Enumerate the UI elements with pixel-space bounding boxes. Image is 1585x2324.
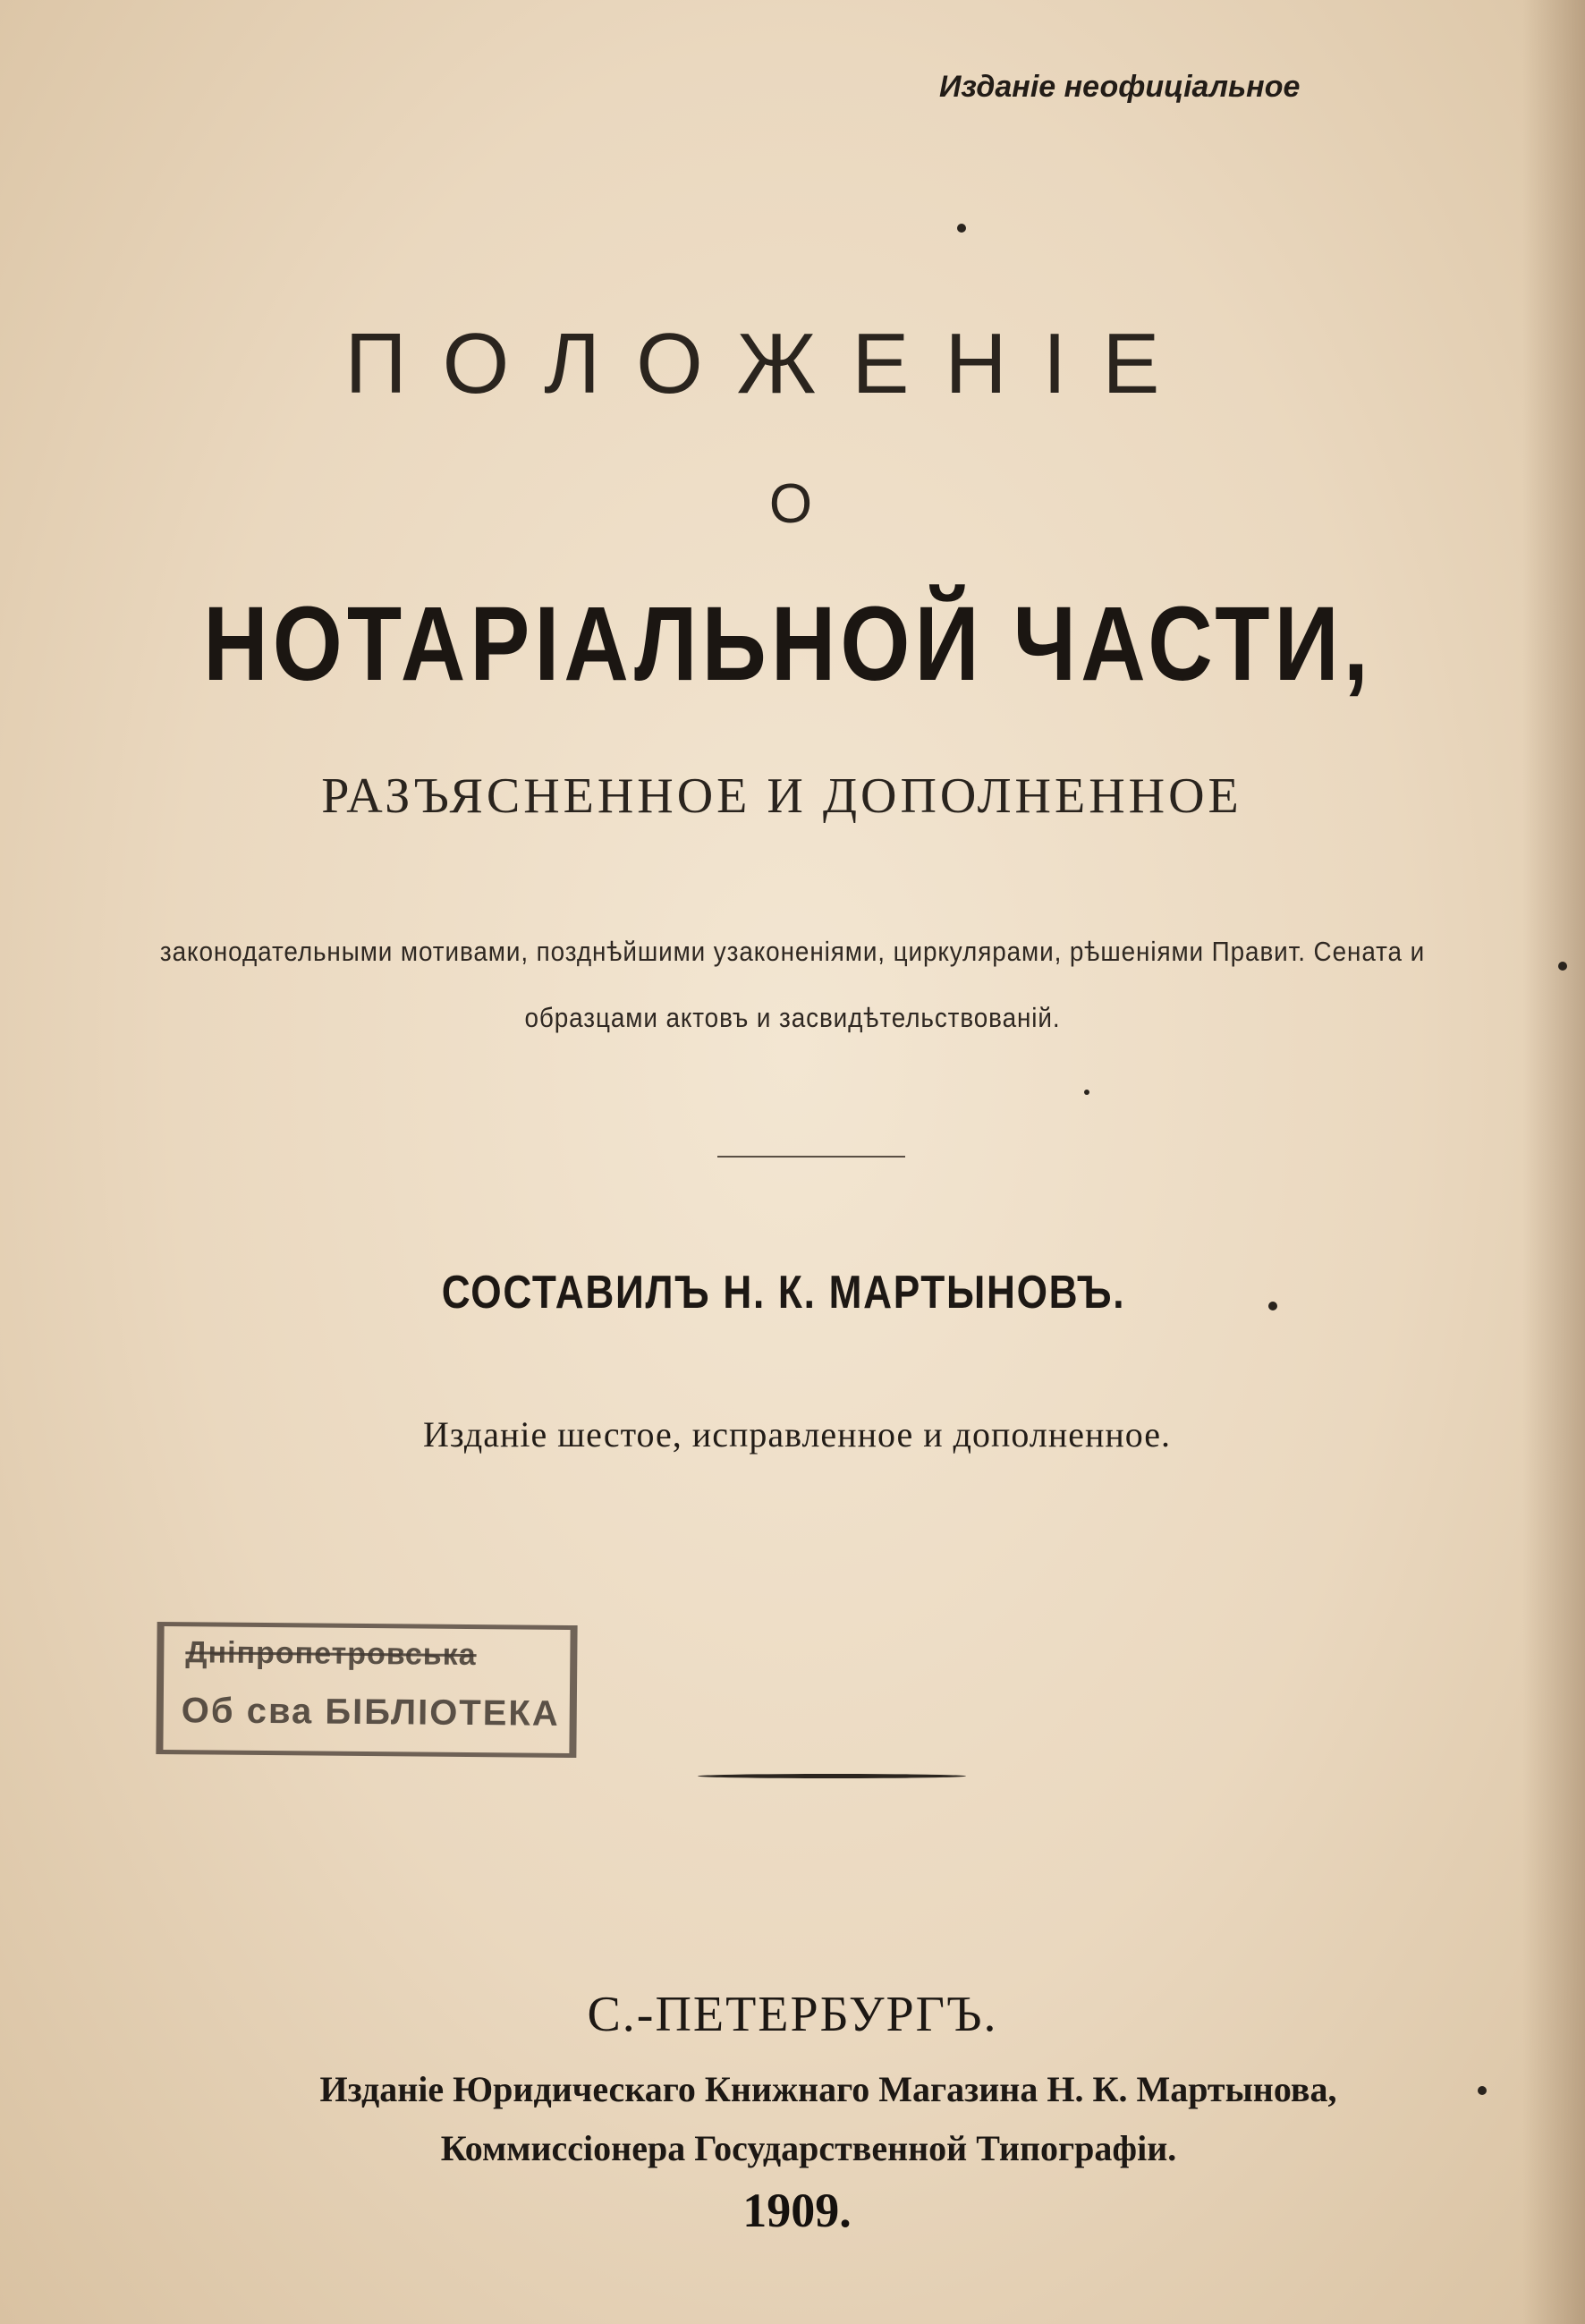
supplements-line-2: образцами актовъ и засвидѣтельствованій.: [524, 1002, 1061, 1033]
book-subject: НОТАРІАЛЬНОЙ ЧАСТИ,: [203, 585, 1373, 703]
publication-year: 1909.: [742, 2184, 852, 2237]
ornamental-rule: [698, 1774, 966, 1778]
ink-speck: [1558, 962, 1567, 971]
ink-speck: [1268, 1302, 1277, 1310]
publication-city: С.-ПЕТЕРБУРГЪ.: [587, 1987, 998, 2042]
ink-speck: [1478, 2086, 1487, 2095]
divider-rule: [717, 1156, 905, 1158]
book-title: ПОЛОЖЕНІЕ: [344, 316, 1196, 411]
library-stamp: [156, 1622, 577, 1758]
stamp-line-2: Об сва БІБЛІОТЕКА: [181, 1691, 560, 1734]
publisher-line-2: Коммиссіонера Государственной Типографіи.: [440, 2128, 1177, 2168]
ink-speck: [1084, 1090, 1089, 1095]
publisher-line-1: Изданіе Юридическаго Книжнаго Магазина Н. К. Мартынова,: [319, 2069, 1337, 2109]
title-preposition: О: [768, 473, 813, 535]
edition-line: Изданіе шестое, исправленное и дополненное.: [422, 1414, 1172, 1455]
stamp-line-1: Дніпропетровська: [185, 1635, 477, 1673]
subtitle-explained: РАЗЪЯСНЕННОЕ И ДОПОЛНЕННОЕ: [321, 768, 1242, 824]
ink-speck: [957, 224, 966, 233]
author-line: СОСТАВИЛЪ Н. К. МАРТЫНОВЪ.: [441, 1267, 1126, 1319]
edition-note: Изданіе неофиціальное: [939, 70, 1301, 104]
supplements-line-1: законодательными мотивами, позднѣйшими узаконеніями, циркулярами, рѣшеніями Правит. Сената и: [159, 936, 1426, 967]
